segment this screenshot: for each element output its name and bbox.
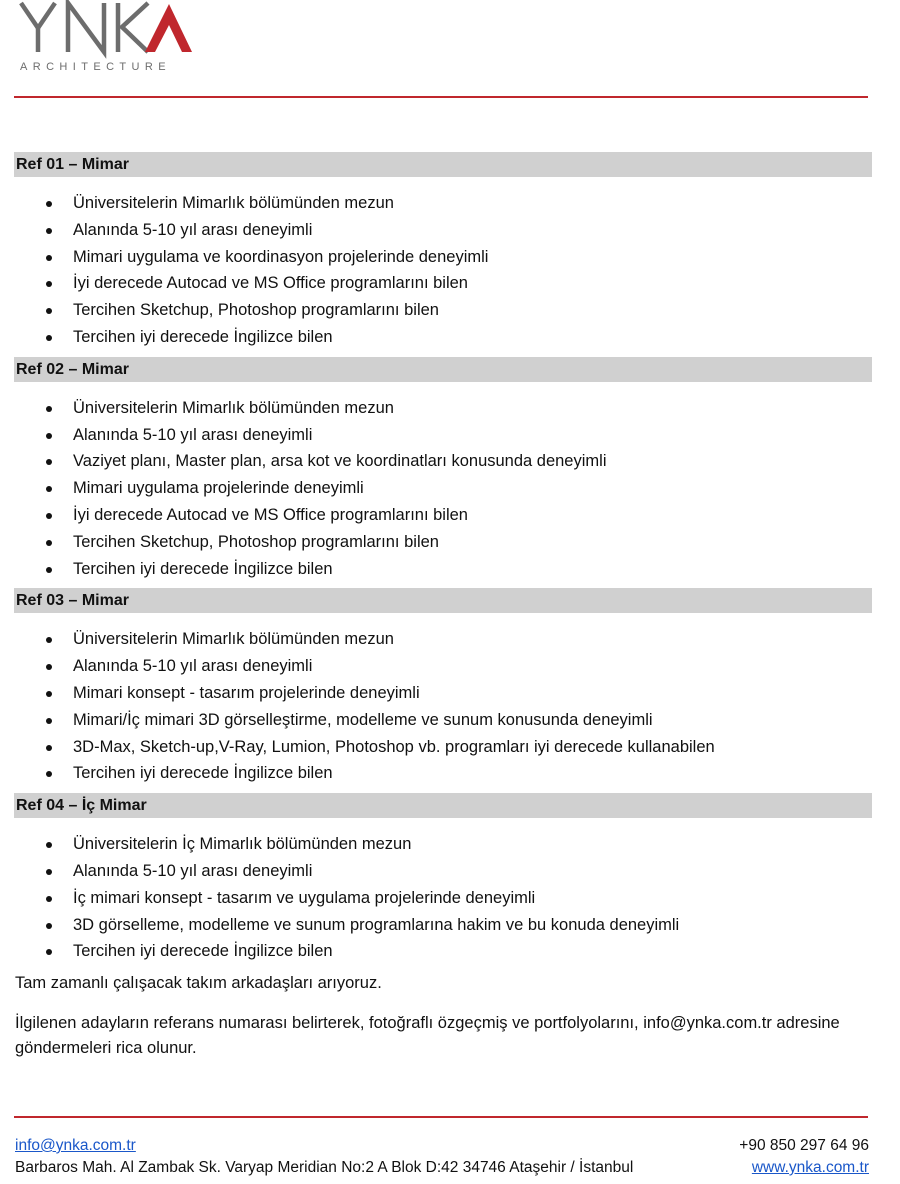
list-item: Tercihen iyi derecede İngilizce bilen xyxy=(14,556,872,583)
list-item: Tercihen Sketchup, Photoshop programlarını bilen xyxy=(14,529,872,556)
section-ref-02 xyxy=(14,357,872,589)
section-ref-01 xyxy=(14,152,872,357)
requirements-list xyxy=(14,382,872,589)
full-time-note: Tam zamanlı çalışacak takım arkadaşları arıyoruz. xyxy=(15,974,382,993)
list-item: Alanında 5-10 yıl arası deneyimli xyxy=(14,858,872,885)
requirements-list xyxy=(14,177,872,357)
list-item: Alanında 5-10 yıl arası deneyimli xyxy=(14,422,872,449)
list-item: Mimari/İç mimari 3D görselleştirme, modelleme ve sunum konusunda deneyimli xyxy=(14,707,872,734)
list-item: Alanında 5-10 yıl arası deneyimli xyxy=(14,653,872,680)
list-item: Mimari uygulama projelerinde deneyimli xyxy=(14,475,872,502)
list-item: Üniversitelerin Mimarlık bölümünden mezun xyxy=(14,626,872,653)
footer-divider xyxy=(14,1116,868,1118)
section-header: Ref 03 – Mimar xyxy=(14,588,872,613)
footer-phone: +90 850 297 64 96 xyxy=(739,1137,869,1154)
logo-tagline: ARCHITECTURE xyxy=(20,61,171,73)
section-header: Ref 04 – İç Mimar xyxy=(14,793,872,818)
header-divider xyxy=(14,96,868,98)
application-instructions: İlgilenen adayların referans numarası belirterek, fotoğraflı özgeçmiş ve portfolyolarını, info@ynka.com.tr adresine göndermeleri rica olunur. xyxy=(15,1014,840,1058)
list-item: Üniversitelerin Mimarlık bölümünden mezun xyxy=(14,190,872,217)
list-item: İyi derecede Autocad ve MS Office programlarını bilen xyxy=(14,502,872,529)
footer-website-link[interactable]: www.ynka.com.tr xyxy=(751,1159,869,1176)
list-item: Tercihen iyi derecede İngilizce bilen xyxy=(14,938,872,965)
list-item: Tercihen iyi derecede İngilizce bilen xyxy=(14,760,872,787)
list-item: Tercihen iyi derecede İngilizce bilen xyxy=(14,324,872,351)
list-item: Mimari konsept - tasarım projelerinde deneyimli xyxy=(14,680,872,707)
requirements-list xyxy=(14,613,872,793)
list-item: 3D görselleme, modelleme ve sunum programlarına hakim ve bu konuda deneyimli xyxy=(14,912,872,939)
section-header: Ref 01 – Mimar xyxy=(14,152,872,177)
requirements-list xyxy=(14,818,872,971)
list-item: Alanında 5-10 yıl arası deneyimli xyxy=(14,217,872,244)
section-header: Ref 02 – Mimar xyxy=(14,357,872,382)
section-ref-04 xyxy=(14,793,872,971)
ynka-logo xyxy=(18,0,208,76)
list-item: İç mimari konsept - tasarım ve uygulama projelerinde deneyimli xyxy=(14,885,872,912)
list-item: Vaziyet planı, Master plan, arsa kot ve koordinatları konusunda deneyimli xyxy=(14,448,872,475)
section-ref-03 xyxy=(14,588,872,793)
list-item: İyi derecede Autocad ve MS Office programlarını bilen xyxy=(14,270,872,297)
list-item: Tercihen Sketchup, Photoshop programlarını bilen xyxy=(14,297,872,324)
list-item: Mimari uygulama ve koordinasyon projelerinde deneyimli xyxy=(14,244,872,271)
list-item: 3D-Max, Sketch-up,V-Ray, Lumion, Photoshop vb. programları iyi derecede kullanabilen xyxy=(14,734,872,761)
list-item: Üniversitelerin Mimarlık bölümünden mezun xyxy=(14,395,872,422)
footer-contact-right xyxy=(739,1135,869,1179)
list-item: Üniversitelerin İç Mimarlık bölümünden mezun xyxy=(14,831,872,858)
job-listings xyxy=(14,152,872,1061)
ynka-logo-mark xyxy=(18,0,208,76)
footer-address: Barbaros Mah. Al Zambak Sk. Varyap Meridian No:2 A Blok D:42 34746 Ataşehir / İstanbul xyxy=(15,1159,634,1176)
footer-email-link[interactable]: info@ynka.com.tr xyxy=(15,1137,136,1154)
footer-contact xyxy=(15,1135,633,1179)
